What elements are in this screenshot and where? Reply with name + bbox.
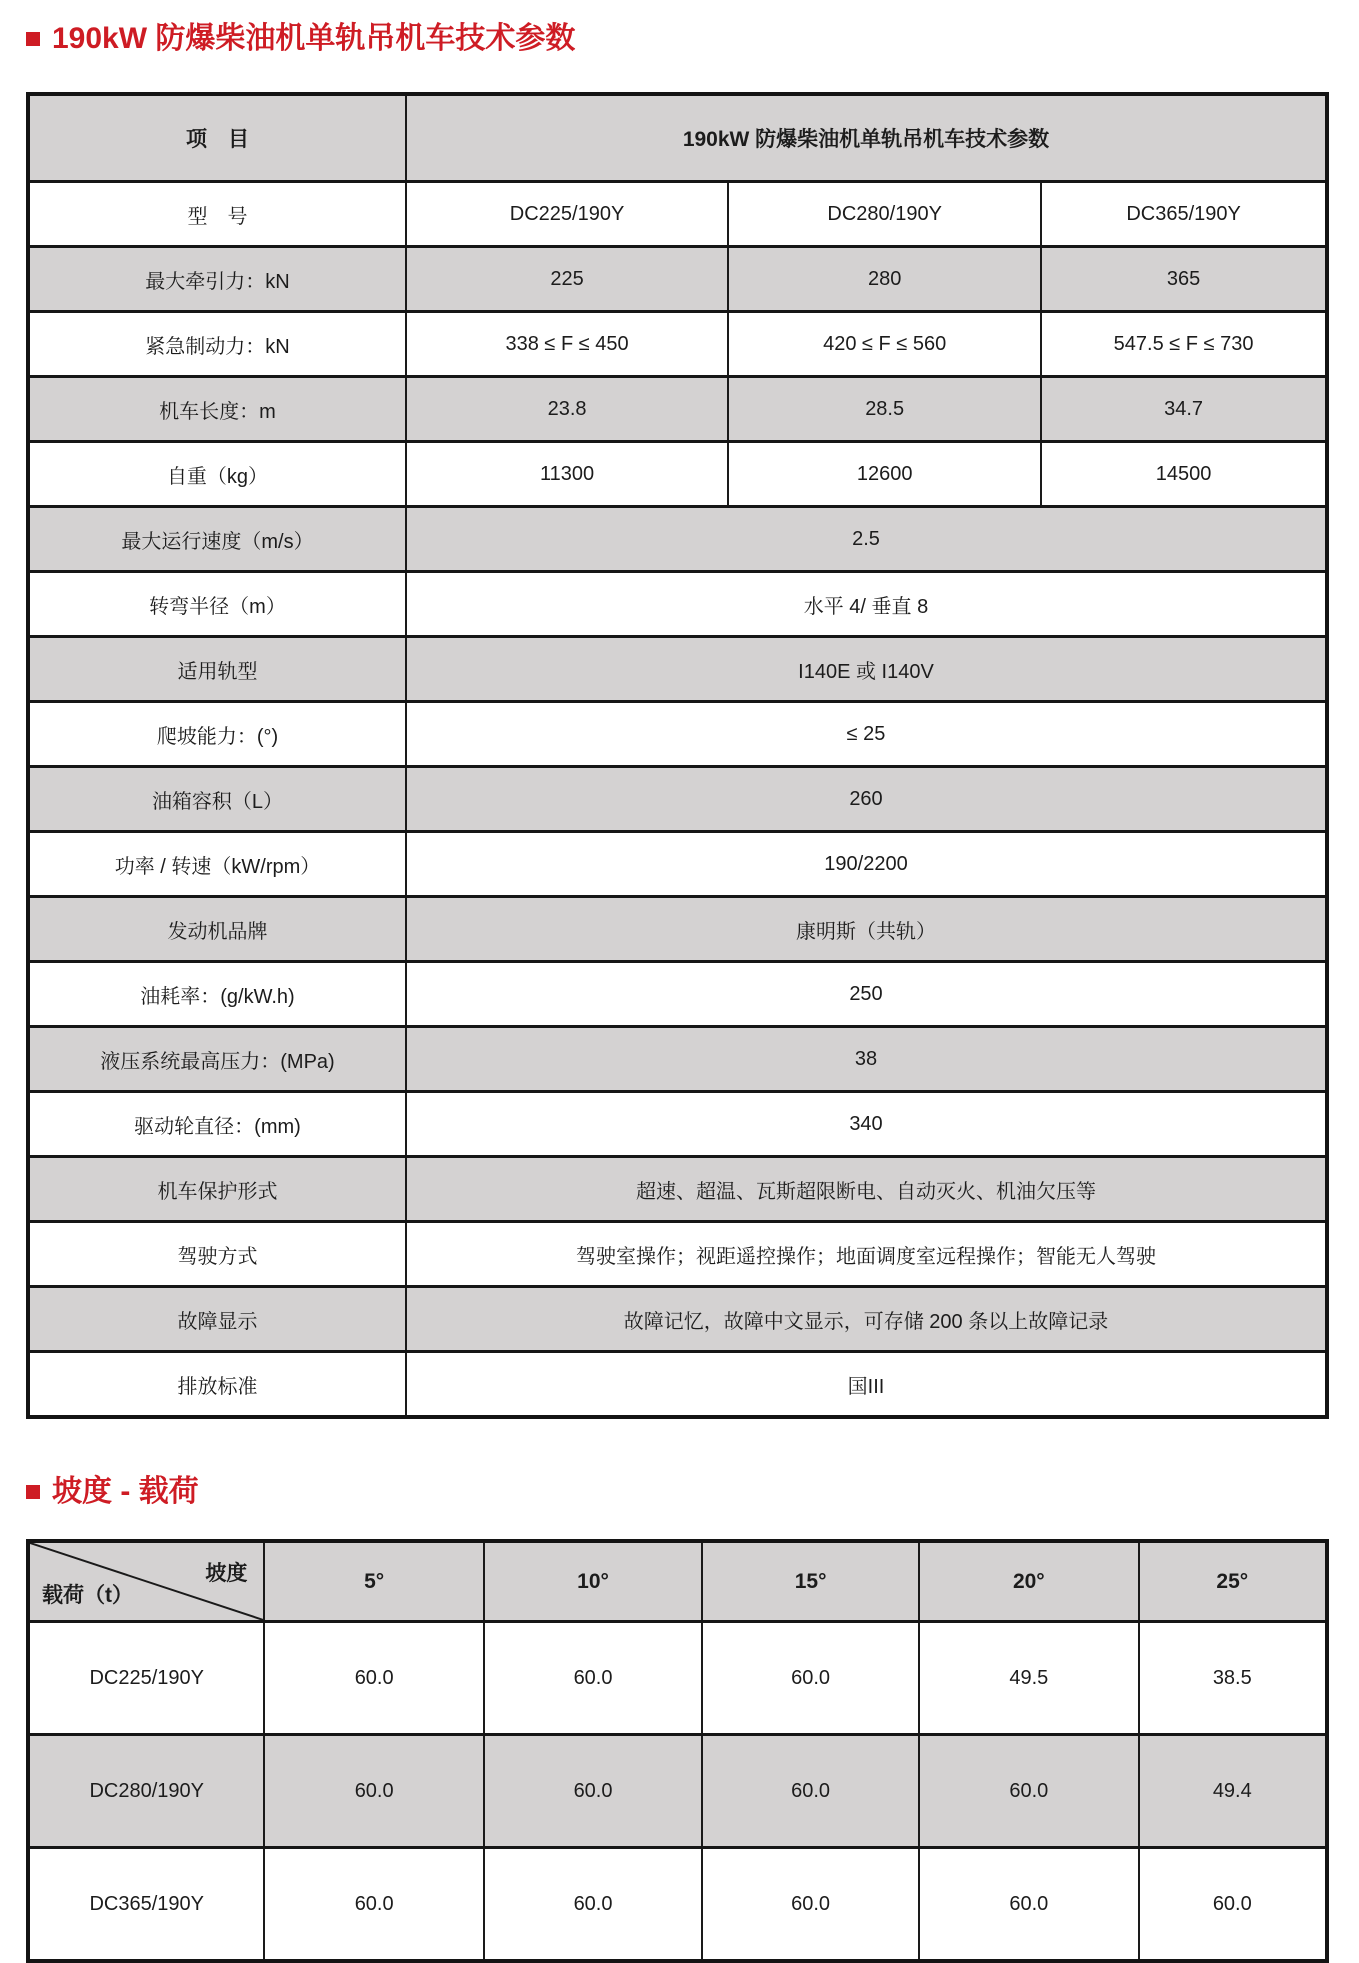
load-value: 60.0 [264, 1848, 484, 1962]
load-value: 60.0 [702, 1622, 919, 1735]
param-label: 自重（kg） [28, 442, 406, 507]
param-value: DC225/190Y [406, 182, 728, 247]
param-label: 爬坡能力：(°) [28, 702, 406, 767]
section2-title [26, 1475, 1331, 1509]
model-label: DC280/190Y [28, 1735, 264, 1848]
param-value: 12600 [728, 442, 1041, 507]
table-row [28, 572, 1327, 637]
table-row [28, 1222, 1327, 1287]
param-label: 液压系统最高压力：(MPa) [28, 1027, 406, 1092]
param-label: 驱动轮直径：(mm) [28, 1092, 406, 1157]
param-value: 365 [1041, 247, 1327, 312]
param-value: 280 [728, 247, 1041, 312]
spec-table [26, 92, 1329, 1419]
param-label: 最大运行速度（m/s） [28, 507, 406, 572]
table-row [28, 247, 1327, 312]
param-label: 紧急制动力：kN [28, 312, 406, 377]
slope-header-row [28, 1541, 1327, 1622]
load-value: 60.0 [484, 1735, 702, 1848]
param-value: 康明斯（共轨） [406, 897, 1327, 962]
table-row [28, 897, 1327, 962]
load-value: 60.0 [264, 1622, 484, 1735]
table-row [28, 832, 1327, 897]
slope-header: 5° [264, 1541, 484, 1622]
table-row [28, 1027, 1327, 1092]
slope-header: 15° [702, 1541, 919, 1622]
param-label: 故障显示 [28, 1287, 406, 1352]
param-value: 国III [406, 1352, 1327, 1418]
load-value: 60.0 [919, 1848, 1139, 1962]
table-row [28, 962, 1327, 1027]
table-row [28, 1735, 1327, 1848]
load-value: 60.0 [484, 1622, 702, 1735]
param-value: 水平 4/ 垂直 8 [406, 572, 1327, 637]
param-value: 2.5 [406, 507, 1327, 572]
param-label: 发动机品牌 [28, 897, 406, 962]
load-value: 49.5 [919, 1622, 1139, 1735]
param-label: 排放标准 [28, 1352, 406, 1418]
spec-header-row [28, 94, 1327, 182]
table-row [28, 507, 1327, 572]
param-value: I140E 或 I140V [406, 637, 1327, 702]
red-square-icon [26, 32, 40, 46]
param-value: 故障记忆，故障中文显示，可存储 200 条以上故障记录 [406, 1287, 1327, 1352]
red-square-icon [26, 1485, 40, 1499]
param-value: 驾驶室操作；视距遥控操作；地面调度室远程操作；智能无人驾驶 [406, 1222, 1327, 1287]
slope-header: 10° [484, 1541, 702, 1622]
param-value: 超速、超温、瓦斯超限断电、自动灭火、机油欠压等 [406, 1157, 1327, 1222]
load-value: 60.0 [702, 1735, 919, 1848]
param-value: 260 [406, 767, 1327, 832]
table-row [28, 637, 1327, 702]
load-value: 60.0 [1139, 1848, 1327, 1962]
param-value: 11300 [406, 442, 728, 507]
load-value: 38.5 [1139, 1622, 1327, 1735]
param-label: 转弯半径（m） [28, 572, 406, 637]
param-label: 机车保护形式 [28, 1157, 406, 1222]
param-label: 型 号 [28, 182, 406, 247]
param-value: 250 [406, 962, 1327, 1027]
param-value: 225 [406, 247, 728, 312]
section2-title-text: 坡度 - 载荷 [52, 1475, 199, 1508]
param-value: 14500 [1041, 442, 1327, 507]
load-value: 49.4 [1139, 1735, 1327, 1848]
param-value: 547.5 ≤ F ≤ 730 [1041, 312, 1327, 377]
param-value: 420 ≤ F ≤ 560 [728, 312, 1041, 377]
slope-header: 20° [919, 1541, 1139, 1622]
load-value: 60.0 [919, 1735, 1139, 1848]
table-row [28, 1287, 1327, 1352]
corner-load-label: 载荷（t） [42, 1584, 133, 1607]
model-label: DC365/190Y [28, 1848, 264, 1962]
corner-cell [28, 1541, 264, 1622]
table-row [28, 442, 1327, 507]
spec-header-params: 190kW 防爆柴油机单轨吊机车技术参数 [406, 94, 1327, 182]
table-row [28, 1092, 1327, 1157]
table-row [28, 377, 1327, 442]
param-label: 适用轨型 [28, 637, 406, 702]
table-row [28, 1157, 1327, 1222]
table-row [28, 1848, 1327, 1962]
section1-title-text: 190kW 防爆柴油机单轨吊机车技术参数 [52, 22, 576, 55]
param-label: 机车长度：m [28, 377, 406, 442]
corner-slope-label: 坡度 [205, 1562, 248, 1585]
param-value: ≤ 25 [406, 702, 1327, 767]
param-value: 28.5 [728, 377, 1041, 442]
table-row [28, 1622, 1327, 1735]
param-label: 驾驶方式 [28, 1222, 406, 1287]
spec-header-item: 项 目 [28, 94, 406, 182]
param-label: 最大牵引力：kN [28, 247, 406, 312]
slope-load-table [26, 1539, 1329, 1963]
param-value: 23.8 [406, 377, 728, 442]
load-value: 60.0 [484, 1848, 702, 1962]
model-label: DC225/190Y [28, 1622, 264, 1735]
table-row [28, 312, 1327, 377]
param-value: 34.7 [1041, 377, 1327, 442]
param-value: DC280/190Y [728, 182, 1041, 247]
slope-header: 25° [1139, 1541, 1327, 1622]
param-value: DC365/190Y [1041, 182, 1327, 247]
table-row [28, 702, 1327, 767]
param-value: 38 [406, 1027, 1327, 1092]
table-row [28, 1352, 1327, 1418]
param-value: 338 ≤ F ≤ 450 [406, 312, 728, 377]
load-value: 60.0 [702, 1848, 919, 1962]
section1-title [26, 22, 1331, 56]
param-label: 功率 / 转速（kW/rpm） [28, 832, 406, 897]
param-label: 油箱容积（L） [28, 767, 406, 832]
param-value: 340 [406, 1092, 1327, 1157]
table-row [28, 182, 1327, 247]
param-label: 油耗率：(g/kW.h) [28, 962, 406, 1027]
table-row [28, 767, 1327, 832]
param-value: 190/2200 [406, 832, 1327, 897]
load-value: 60.0 [264, 1735, 484, 1848]
